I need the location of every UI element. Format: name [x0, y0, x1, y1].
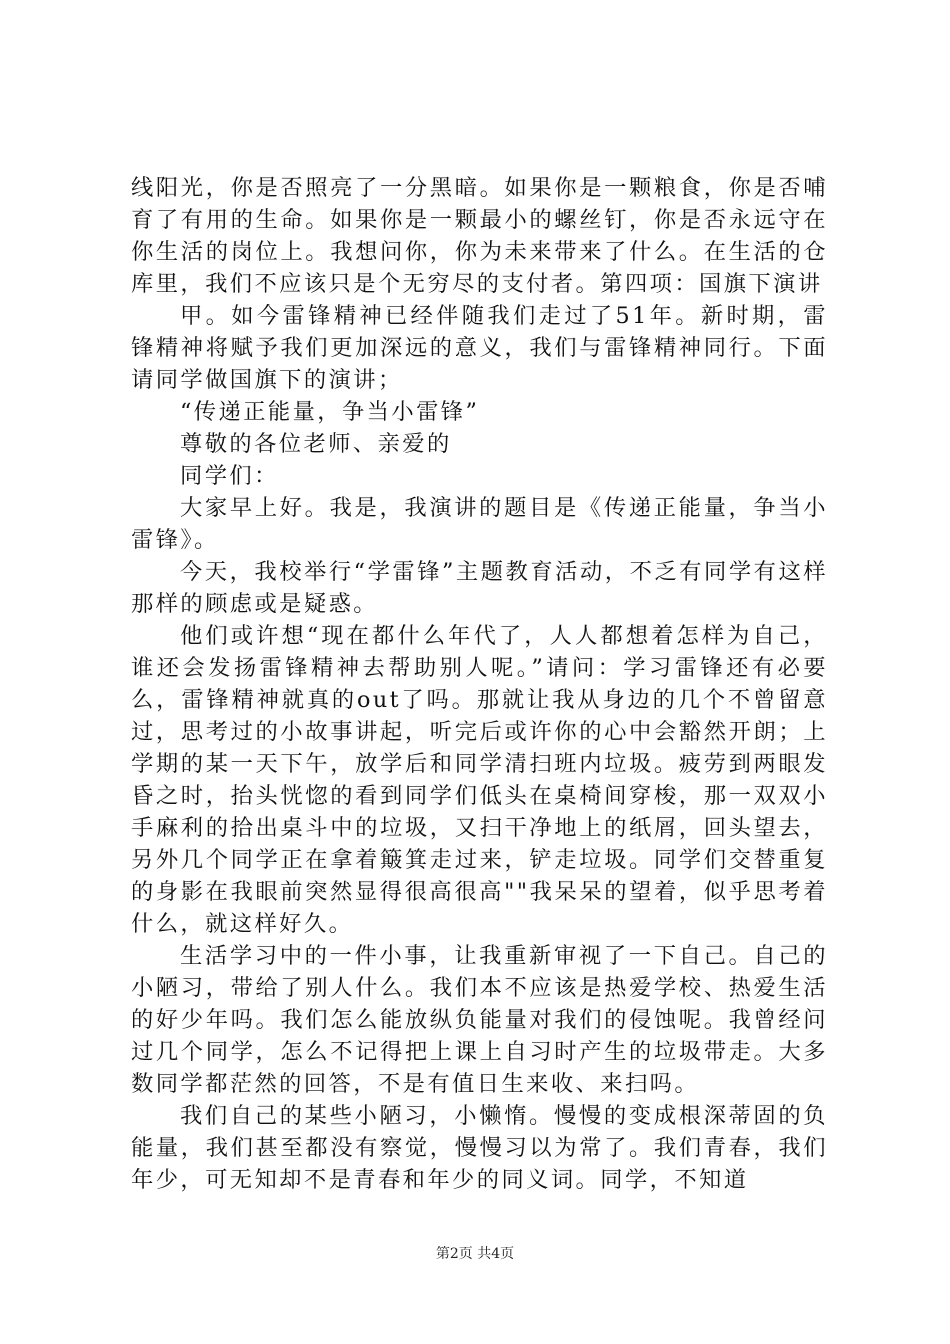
paragraph: 我们自己的某些小陋习，小懒惰。慢慢的变成根深蒂固的负能量，我们甚至都没有察觉，慢慢习以为常了。我们青春，我们年少，可无知却不是青春和年少的同义词。同学，不知道: [131, 1103, 828, 1193]
paragraph-salutation: 尊敬的各位老师、亲爱的: [180, 431, 452, 457]
paragraph: 大家早上好。我是，我演讲的题目是《传递正能量，争当小雷锋》。: [131, 495, 828, 553]
paragraph: 今天，我校举行“学雷锋”主题教育活动，不乏有同学有这样那样的顾虑或是疑惑。: [131, 559, 828, 617]
paragraph: 甲。如今雷锋精神已经伴随我们走过了51年。新时期，雷锋精神将赋予我们更加深远的意义，我们与雷锋精神同行。下面请同学做国旗下的演讲；: [131, 303, 828, 393]
paragraph: 线阳光，你是否照亮了一分黑暗。如果你是一颗粮食，你是否哺育了有用的生命。如果你是一颗最小的螺丝钉，你是否永远守在你生活的岗位上。我想问你，你为未来带来了什么。在生活的仓库里，我们不应该只是个无穷尽的支付者。第四项：国旗下演讲: [131, 175, 828, 297]
page-number-footer: 第2页 共4页: [435, 1246, 515, 1262]
paragraph: 生活学习中的一件小事，让我重新审视了一下自己。自己的小陋习，带给了别人什么。我们本不应该是热爱学校、热爱生活的好少年吗。我们怎么能放纵负能量对我们的侵蚀呢。我曾经问过几个同学，怎么不记得把上课上自习时产生的垃圾带走。大多数同学都茫然的回答，不是有值日生来收、来扫吗。: [131, 943, 828, 1097]
paragraph-speech-title: “传递正能量，争当小雷锋”: [180, 399, 480, 425]
document-body: [131, 172, 828, 1196]
paragraph-salutation-students: 同学们：: [180, 463, 279, 489]
paragraph: 他们或许想“现在都什么年代了，人人都想着怎样为自己，谁还会发扬雷锋精神去帮助别人呢。”请问：学习雷锋还有必要么，雷锋精神就真的out了吗。那就让我从身边的几个不曾留意过，思考过的小故事讲起，听完后或许你的心中会豁然开朗；上学期的某一天下午，放学后和同学清扫班内垃圾。疲劳到两眼发昏之时，抬头恍惚的看到同学们低头在桌椅间穿梭，那一双双小手麻利的拾出桌斗中的垃圾，又扫干净地上的纸屑，回头望去，另外几个同学正在拿着簸箕走过来，铲走垃圾。同学们交替重复的身影在我眼前突然显得很高很高""我呆呆的望着，似乎思考着什么，就这样好久。: [131, 623, 828, 937]
